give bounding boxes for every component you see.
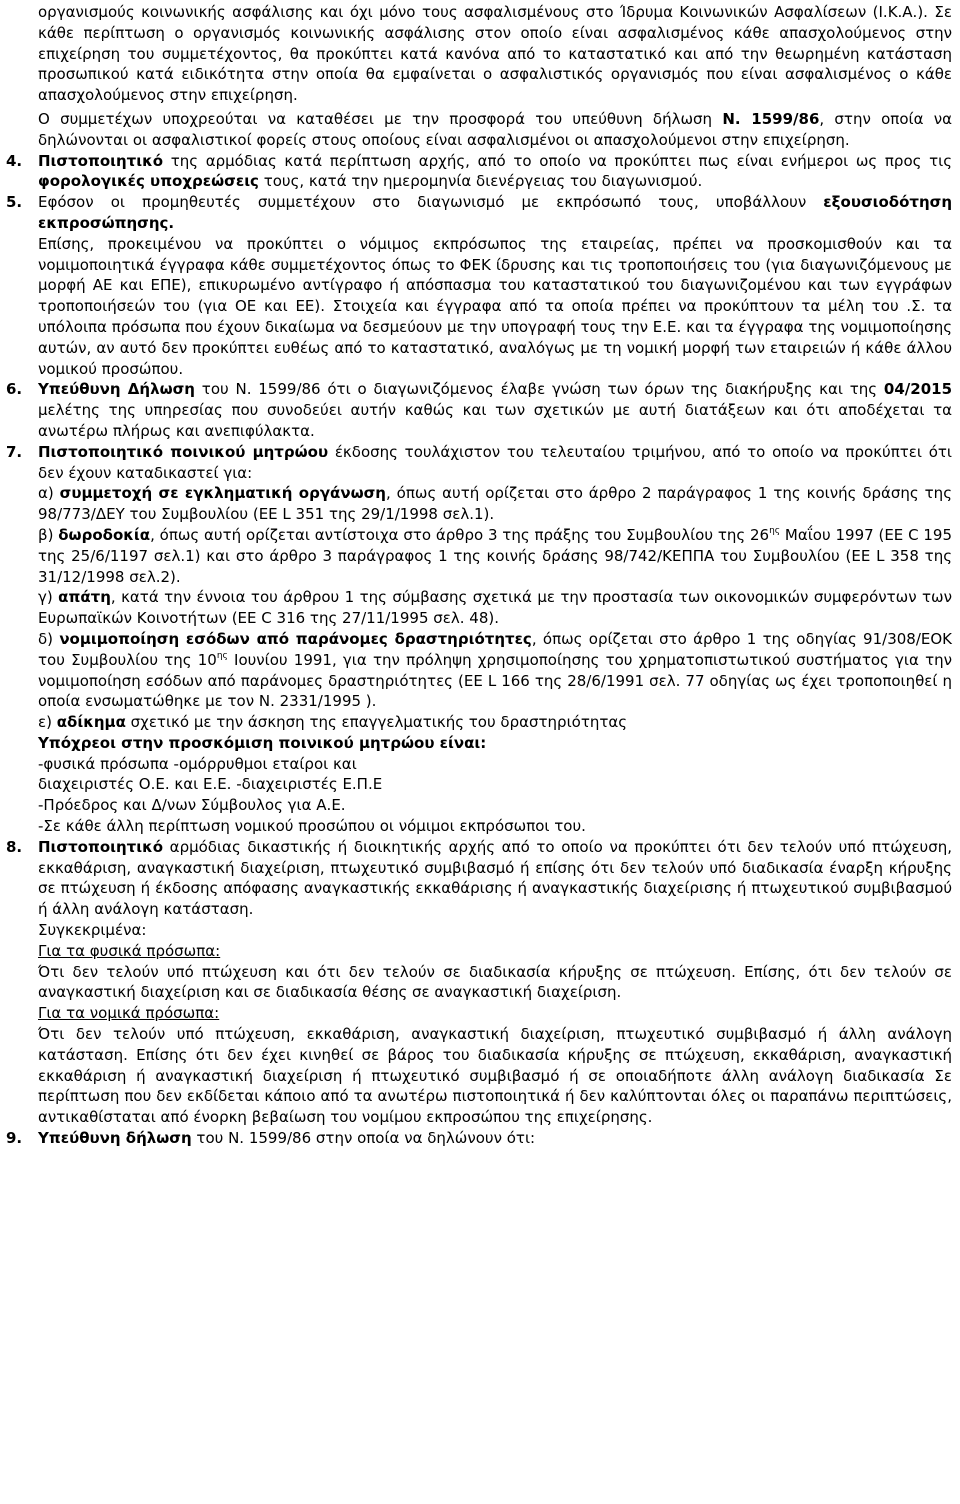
item-8-text: αρμόδιας δικαστικής ή διοικητικής αρχής από το οποίο να προκύπτει ότι δεν τελούν υπό πτώχευση, εκκαθάριση, αναγκαστική διαχείριση, πτωχευτικό συμβιβασμό ή επίσης ότι δεν τελούν υπό διαδικασία έναρξη κήρυξης σε πτώχευση ή έκδοσης απόφασης αναγκαστικής εκκαθάρισης ή αναγκαστικής διαχείρισης ή πτωχευτικού συμβιβασμού ή άλλη ανάλογη κατάσταση. <box>38 837 952 919</box>
declaration-text-end: , στην οποία να δηλώνονται οι ασφαλιστικοί φορείς στους οποίους είναι ασφαλισμένοι οι απασχολούμενοι στην επιχείρηση. <box>38 109 952 149</box>
item-4-text-end: τους, κατά την ημερομηνία διενέργειας του διαγωνισμού. <box>258 172 703 191</box>
declaration-law: Ν. 1599/86 <box>722 109 820 128</box>
subitem-d-title: νομιμοποίηση εσόδων από παράνομες δραστηριότητες <box>59 629 532 648</box>
item-7-title: Πιστοποιητικό ποινικού μητρώου <box>38 442 329 461</box>
subitem-c <box>38 587 952 629</box>
item-5 <box>6 192 952 379</box>
subitem-label: β) <box>38 525 59 544</box>
item-4-text: της αρμόδιας κατά περίπτωση αρχής, από το οποίο να προκύπτει πως είναι ενήμεροι ως προς τις <box>163 151 952 170</box>
subitem-label: δ) <box>38 629 60 648</box>
obliged-heading-text: Υπόχρεοι στην προσκόμιση ποινικού μητρώου είναι: <box>38 733 487 752</box>
subitem-b-text: , όπως αυτή ορίζεται αντίστοιχα στο άρθρο 3 της πράξης του Συμβουλίου της 26 <box>150 525 770 544</box>
subitem-d <box>38 629 952 712</box>
item-6-text-end: μελέτης της υπηρεσίας που συνοδεύει αυτήν καθώς και των σχετικών με αυτή διατάξεων και ότι αποδέχεται τα ανωτέρω πλήρως και ανεπιφύλακτα. <box>38 401 952 440</box>
subitem-e <box>38 712 952 733</box>
legal-persons-text: Ότι δεν τελούν υπό πτώχευση, εκκαθάριση, αναγκαστική διαχείριση, πτωχευτικό συμβιβασμό ή άλλη ανάλογη κατάσταση. Επίσης ότι δεν έχει κινηθεί σε βάρος του διαδικασία κήρυξης σε πτώχευση, εκκαθάριση, αναγκαστική εκκαθάριση ή αναγκαστική διαχείριση ή πτωχευτικό συμβιβασμό ή σε οποιαδήποτε άλλη ανάλογη διαδικασία Σε περίπτωση που δεν εκδίδεται κάποιο από τα ανωτέρω πιστοποιητικά ή δεν καλύπτονται όλες οι παραπάνω περιπτώσεις, αντικαθίσταται από ένορκη βεβαίωση του νομίμου εκπροσώπου της επιχείρησης. <box>38 1025 952 1127</box>
subitem-d-text: , όπως ορίζεται στο άρθρο 1 της οδηγίας 91/308/ΕΟΚ του Συμβουλίου της 10 <box>38 629 953 669</box>
subitem-c-title: απάτη <box>58 588 111 607</box>
item-number: 9. <box>6 1129 23 1148</box>
item-number: 8. <box>6 837 23 856</box>
subitem-e-title: αδίκημα <box>56 713 126 732</box>
declaration-paragraph <box>38 109 952 151</box>
natural-persons-text: Ότι δεν τελούν υπό πτώχευση και ότι δεν τελούν σε διαδικασία κήρυξης σε πτώχευση. Επίσης, ότι δεν τελούν σε αναγκαστική διαχείριση και σε διαδικασία θέσης σε αναγκαστική διαχείριση. <box>38 962 952 1002</box>
item-8 <box>6 837 952 1128</box>
obliged-line: -Πρόεδρος και Δ/νων Σύμβουλος για Α.Ε. <box>38 796 346 815</box>
item-number: 7. <box>6 442 23 461</box>
subitem-a-title: συμμετοχή σε εγκληματική οργάνωση <box>59 484 386 503</box>
declaration-text: Ο συμμετέχων υποχρεούται να καταθέσει με την προσφορά του υπεύθυνη δήλωση <box>38 109 723 128</box>
item-4-title: Πιστοποιητικό <box>38 151 164 170</box>
natural-persons-heading: Για τα φυσικά πρόσωπα: <box>38 941 221 960</box>
item-5-paragraph-2: Επίσης, προκειμένου να προκύπτει ο νόμιμος εκπρόσωπος της εταιρείας, πρέπει να προσκομισθούν και τα νομιμοποιητικά έγγραφα κάθε συμμετέχοντος όπως το ΦΕΚ ίδρυσης και τις τροποποιήσεις του (για διαγωνιζόμενους με μορφή ΑΕ και ΕΠΕ), επικυρωμένο αντίγραφο ή απόσπασμα του καταστατικού του διαγωνιζομένου και των εγγράφων τροποποιήσεών του (για ΟΕ και ΕΕ). Στοιχεία και έγγραφα από τα οποία πρέπει να προκύπτουν τα μέλη του .Σ. τα υπόλοιπα πρόσωπα που έχουν δικαίωμα να δεσμεύουν με την υπογραφή τους την Ε.Ε. και τα έγγραφα της νομιμοποίησης αυτών, αν αυτό δεν προκύπτει ευθέως από το καταστατικό, αναλόγως με τη νομική μορφή των εταιρειών ή κάθε άλλου νομικού προσώπου. <box>38 234 952 378</box>
item-6-title: Υπεύθυνη Δήλωση <box>38 380 195 399</box>
subitem-b-text-end: Μαΐου 1997 (ΕΕ C 195 της 25/6/1197 σελ.1) και στο άρθρο 3 παράγραφος 1 της κοινής δράσης 98/742/ΚΕΠΠΑ του Συμβουλίου (ΕΕ L 358 της 31/12/1998 σελ.2). <box>38 525 953 586</box>
item-7 <box>6 442 953 837</box>
subitem-a-text: , όπως αυτή ορίζεται στο άρθρο 2 παράγραφος 1 της κοινής δράσης της 98/773/ΔΕΥ του Συμβουλίου (ΕΕ L 351 της 29/1/1998 σελ.1). <box>38 484 952 524</box>
legal-persons-heading: Για τα νομικά πρόσωπα: <box>38 1004 220 1023</box>
subitem-a <box>38 483 952 525</box>
item-8-title: Πιστοποιητικό <box>38 837 164 856</box>
obliged-heading <box>38 733 952 754</box>
subitem-e-text: σχετικό με την άσκηση της επαγγελματικής του δραστηριότητας <box>125 713 628 732</box>
item-6 <box>6 379 953 441</box>
subitem-c-text: , κατά την έννοια του άρθρου 1 της σύμβασης σχετικά με την προστασία των οικονομικών συμφερόντων των Ευρωπαϊκών Κοινοτήτων (ΕΕ C 316 της 27/11/1995 σελ. 48). <box>38 588 953 628</box>
item-9 <box>6 1128 952 1149</box>
superscript: ης <box>216 650 228 661</box>
item-4 <box>6 151 952 193</box>
subitem-d-text-end: Ιουνίου 1991, για την πρόληψη χρησιμοποίησης του χρηματοπιστωτικού συστήματος για την νομιμοποίηση εσόδων από παράνομες δραστηριότητες (ΕΕ L 166 της 28/6/1991 σελ. 77 οδηγίας ως έχει τροποποιηθεί η οποία ενσωματώθηκε με τον Ν. 2331/1995 ). <box>38 650 952 711</box>
obliged-line: διαχειριστές Ο.Ε. και Ε.Ε. -διαχειριστές Ε.Π.Ε <box>38 775 383 794</box>
item-number: 4. <box>6 151 23 170</box>
subitem-b <box>38 525 952 587</box>
item-5-text: Εφόσον οι προμηθευτές συμμετέχουν στο διαγωνισμό με εκπρόσωπό τους, υποβάλλουν <box>38 193 824 212</box>
item-9-title: Υπεύθυνη δήλωση <box>38 1129 192 1148</box>
obliged-line: -Σε κάθε άλλη περίπτωση νομικού προσώπου οι νόμιμοι εκπρόσωποι του. <box>38 817 586 836</box>
item-9-text: του Ν. 1599/86 στην οποία να δηλώνουν ότι: <box>191 1129 536 1148</box>
item-7-text: έκδοσης τουλάχιστον του τελευταίου τριμήνου, από το οποίο να προκύπτει ότι δεν έχουν καταδικαστεί για: <box>38 442 952 482</box>
item-6-text: του Ν. 1599/86 ότι ο διαγωνιζόμενος έλαβε γνώση των όρων της διακήρυξης και της <box>194 380 884 399</box>
specifically-label: Συγκεκριμένα: <box>38 921 147 940</box>
item-number: 6. <box>6 380 23 399</box>
subitem-label: ε) <box>38 713 57 732</box>
superscript: ης <box>769 525 781 536</box>
subitem-label: γ) <box>38 588 59 607</box>
item-4-bold: φορολογικές υποχρεώσεις <box>38 172 259 191</box>
subitem-label: α) <box>38 484 60 503</box>
intro-paragraph: οργανισμούς κοινωνικής ασφάλισης και όχι μόνο τους ασφαλισμένους στο Ίδρυμα Κοινωνικών Ασφαλίσεων (Ι.Κ.Α.). Σε κάθε περίπτωση ο οργανισμός κοινωνικής ασφάλισης στον οποίο είναι ασφαλισμένος κάθε απασχολούμενος στην επιχείρηση του συμμετέχοντος, θα προκύπτει κατά κανόνα από το καταστατικό και από την θεωρημένη κατάσταση προσωπικού κατά ειδικότητα στην οποία θα εμφαίνεται ο ασφαλιστικός οργανισμός που είναι ασφαλισμένος ο κάθε απασχολούμενος στην επιχείρηση. <box>38 3 952 105</box>
subitem-b-title: δωροδοκία <box>58 525 151 544</box>
item-number: 5. <box>6 193 23 212</box>
item-6-bold: 04/2015 <box>883 380 953 399</box>
obliged-line: -φυσικά πρόσωπα -ομόρρυθμοι εταίροι και <box>38 754 357 773</box>
item-5-bold: εξουσιοδότηση εκπροσώπησης. <box>38 193 952 232</box>
